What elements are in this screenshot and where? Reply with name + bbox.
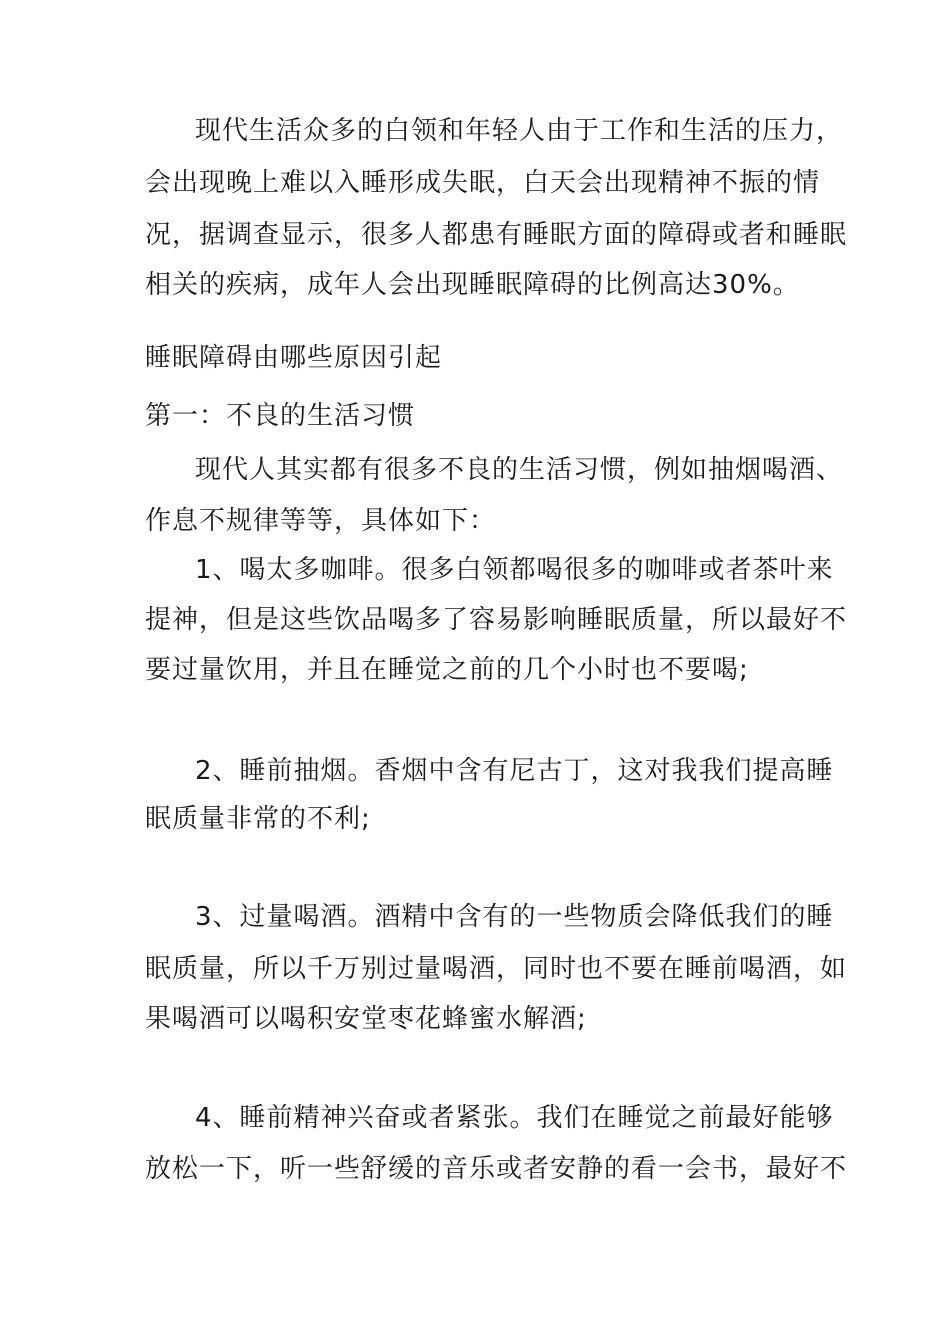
intro-line-4: 相关的疾病，成年人会出现睡眠障碍的比例高达30%。 — [145, 270, 800, 300]
item-3-line-3: 果喝酒可以喝积安堂枣花蜂蜜水解酒; — [145, 1004, 587, 1034]
item-4-line-1: 4、睡前精神兴奋或者紧张。我们在睡觉之前最好能够 — [195, 1103, 834, 1133]
intro-line-2: 会出现晚上难以入睡形成失眠，白天会出现精神不振的情 — [145, 168, 821, 198]
item-3-line-1: 3、过量喝酒。酒精中含有的一些物质会降低我们的睡 — [195, 902, 834, 932]
intro-line-1: 现代生活众多的白领和年轻人由于工作和生活的压力， — [195, 116, 844, 146]
item-1-line-1: 1、喝太多咖啡。很多白领都喝很多的咖啡或者茶叶来 — [195, 555, 834, 585]
item-2-line-1: 2、睡前抽烟。香烟中含有尼古丁，这对我我们提高睡 — [195, 756, 834, 786]
item-1-line-3: 要过量饮用，并且在睡觉之前的几个小时也不要喝; — [145, 655, 749, 685]
item-3-line-2: 眠质量，所以千万别过量喝酒，同时也不要在睡前喝酒，如 — [145, 954, 848, 984]
item-1-line-2: 提神，但是这些饮品喝多了容易影响睡眠质量，所以最好不 — [145, 605, 848, 635]
intro-line-3: 况，据调查显示，很多人都患有睡眠方面的障碍或者和睡眠 — [145, 220, 848, 250]
item-2-line-2: 眠质量非常的不利; — [145, 804, 371, 834]
item-4-line-2: 放松一下，听一些舒缓的音乐或者安静的看一会书，最好不 — [145, 1154, 848, 1184]
subsection-heading: 第一：不良的生活习惯 — [145, 401, 416, 431]
habits-intro-line-1: 现代人其实都有很多不良的生活习惯，例如抽烟喝酒、 — [195, 455, 844, 485]
section-heading: 睡眠障碍由哪些原因引起 — [145, 343, 443, 373]
habits-intro-line-2: 作息不规律等等，具体如下： — [145, 506, 497, 536]
